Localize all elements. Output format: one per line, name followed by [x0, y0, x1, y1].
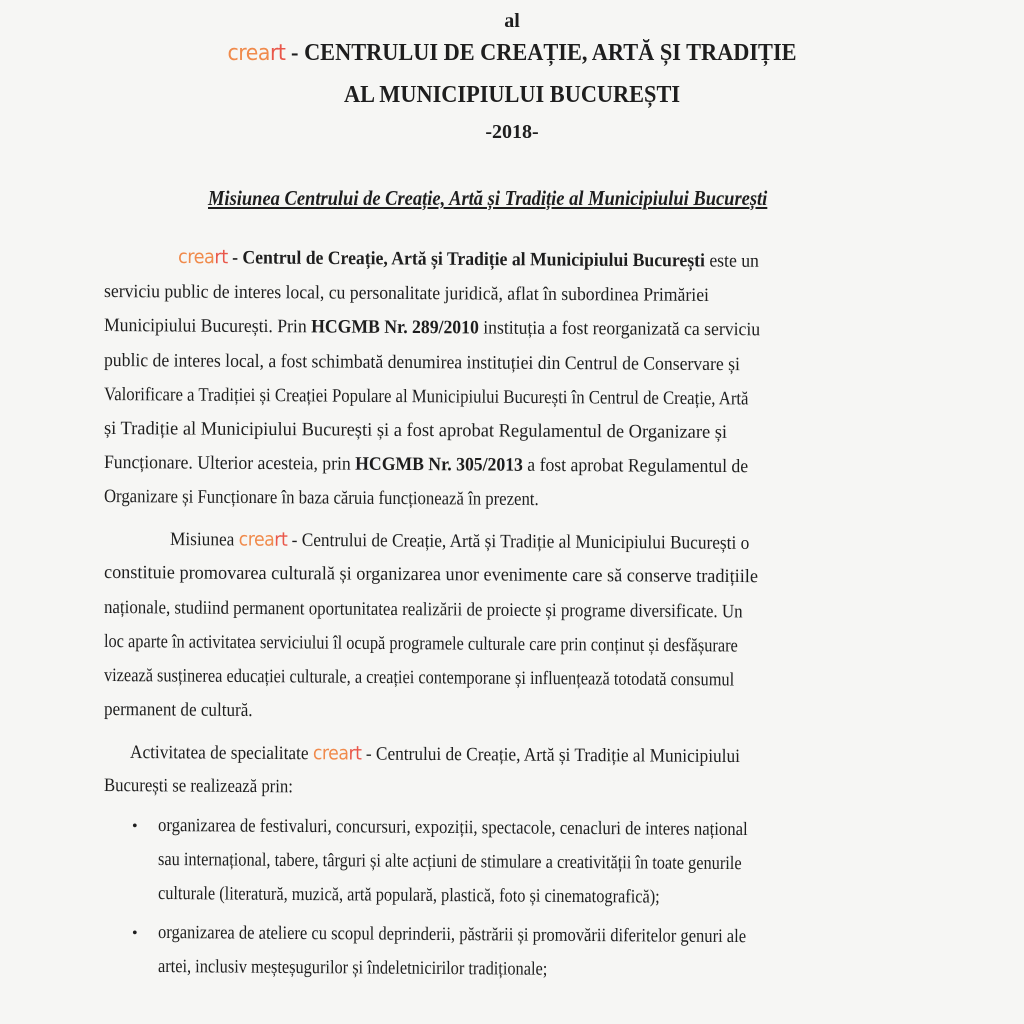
paragraph1-line2: serviciu public de interes local, cu personalitate juridică, aflat în subordinea Primăriei [103, 281, 710, 306]
paragraph3-line1: Activitatea de specialitate creart - Centrului de Creație, Artă și Tradiție al Municipiului [129, 742, 741, 768]
header-year: -2018- [485, 121, 539, 143]
paragraph1-line7: Funcționare. Ulterior acesteia, prin HCGMB Nr. 305/2013 a fost aprobat Regulamentul de [103, 452, 749, 478]
bullet1-line3: culturale (literatură, muzică, artă populară, plastică, foto și cinematografică); [157, 883, 660, 908]
mission-heading: Misiunea Centrului de Creație, Artă și Tradiție al Municipiului București [208, 186, 768, 210]
paragraph1-line6: și Tradiție al Municipiului București și a fost aprobat Regulamentul de Organizare și [103, 418, 728, 443]
creart-logo: creart [238, 528, 288, 551]
paragraph1-line3: Municipiului București. Prin HCGMB Nr. 289/2010 instituția a fost reorganizată ca serviciu [103, 315, 761, 341]
paragraph1-line5: Valorificare a Tradiției și Creației Populare al Municipiului București în Centrul de Creație, Artă [103, 384, 749, 410]
paragraph1-line1: creart - Centrul de Creație, Artă și Tradiție al Municipiului București este un [177, 246, 759, 272]
paragraph1-line8: Organizare și Funcționare în baza căruia funcționează în prezent. [103, 486, 539, 511]
bullet2-line1: organizarea de ateliere cu scopul deprinderii, păstrării și promovării diferitelor genuri ale [157, 922, 747, 948]
paragraph2-line4: loc aparte în activitatea serviciului îl ocupă programele culturale care prin conținut și desfășurare [103, 631, 738, 657]
header-title-text: - CENTRULUI DE CREAȚIE, ARTĂ ȘI TRADIȚIE [285, 40, 797, 66]
creart-logo: creart [177, 246, 228, 269]
bullet-icon: • [132, 925, 138, 942]
paragraph2-line5: vizează susținerea educației culturale, a creației contemporane și influențează totodată consumul [103, 665, 735, 691]
paragraph2-line2: constituie promovarea culturală și organizarea unor evenimente care să conserve tradițiile [103, 562, 759, 588]
creart-logo: creart [227, 41, 286, 66]
paragraph2-line6: permanent de cultură. [103, 699, 253, 722]
bullet2-line2: artei, inclusiv meșteșugurilor și îndeletnicirilor tradiționale; [157, 956, 548, 980]
creart-logo: creart [312, 742, 362, 765]
paragraph1-line4: public de interes local, a fost schimbată denumirea instituției din Centrul de Conservare și [103, 350, 741, 376]
header-title [36, 40, 988, 67]
bullet1-line2: sau internațional, tabere, târguri și alte acțiuni de stimulare a creativității în toate genurile [157, 849, 742, 875]
header-subtitle: AL MUNICIPIULUI BUCUREȘTI [343, 82, 681, 108]
paragraph2-line3: naționale, studiind permanent oportunitatea realizării de proiecte și programe diversificate. Un [103, 597, 743, 623]
bullet-icon: • [132, 818, 138, 835]
paragraph2-line1: Misiunea creart - Centrului de Creație, Artă și Tradiție al Municipiului București o [169, 528, 750, 554]
bullet1-line1: organizarea de festivaluri, concursuri, expoziții, spectacole, cenacluri de interes național [157, 815, 748, 841]
header-al: al [504, 10, 520, 32]
paragraph3-line2: București se realizează prin: [103, 775, 293, 798]
